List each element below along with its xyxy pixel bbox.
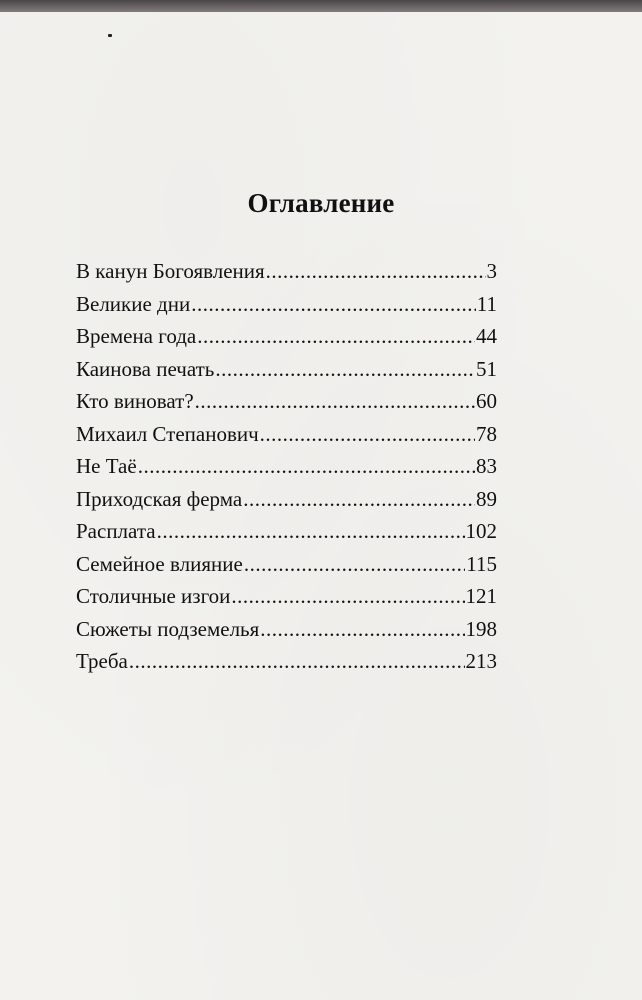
toc-entry — [76, 422, 497, 455]
toc-entry-title: Времена года — [76, 324, 197, 348]
dot-leader — [231, 584, 464, 609]
toc-entry — [76, 292, 497, 325]
toc-entry-page: 121 — [465, 584, 497, 608]
toc-entry-page: 78 — [476, 421, 497, 446]
dot-leader — [260, 422, 475, 447]
toc-entry-title: Михаил Степанович — [76, 421, 259, 446]
toc-entry — [76, 584, 497, 617]
toc-entry-page: 83 — [476, 454, 497, 478]
toc-entry-title: Расплата — [76, 519, 156, 543]
dot-leader — [266, 259, 486, 284]
toc-entry — [76, 357, 497, 390]
page-title: Оглавление — [247, 188, 395, 218]
toc-entry-page: 60 — [476, 389, 497, 413]
toc-entry-page: 198 — [465, 616, 497, 641]
toc-entry-title: Приходская ферма — [76, 486, 243, 511]
toc-entry-page: 51 — [476, 356, 497, 381]
toc-entry — [76, 617, 497, 650]
dot-leader — [244, 552, 465, 577]
toc-entry-title: Сюжеты подземелья — [76, 616, 260, 641]
toc-entry — [76, 519, 497, 552]
toc-entry-title: Кто виноват? — [76, 389, 194, 413]
dot-leader — [243, 487, 475, 512]
toc-entry-page: 115 — [466, 551, 497, 576]
toc-entry-title: Треба — [76, 649, 128, 673]
toc-entry — [76, 552, 497, 585]
toc-entry-title: Семейное влияние — [76, 551, 243, 576]
dot-leader — [191, 292, 476, 317]
dot-leader — [195, 389, 475, 414]
dot-leader — [197, 324, 475, 349]
print-speck — [108, 34, 112, 37]
toc-entry — [76, 649, 497, 682]
toc-entry — [76, 454, 497, 487]
toc-entry-title: В канун Богоявления — [76, 259, 265, 283]
toc-entry-title: Столичные изгои — [76, 584, 231, 608]
toc-entry-page: 89 — [476, 486, 497, 511]
dot-leader — [215, 357, 475, 382]
toc-entry-title: Каинова печать — [76, 356, 215, 381]
dot-leader — [260, 617, 464, 642]
table-of-contents — [76, 259, 497, 682]
toc-entry-page: 3 — [486, 259, 497, 283]
dot-leader — [157, 519, 465, 544]
toc-entry — [76, 389, 497, 422]
toc-entry-page: 213 — [465, 649, 497, 673]
book-page — [0, 12, 642, 1000]
toc-entry-title: Не Таё — [76, 454, 137, 478]
toc-entry-page: 11 — [476, 291, 497, 316]
dot-leader — [138, 454, 475, 479]
toc-entry — [76, 487, 497, 520]
toc-entry-title: Великие дни — [76, 291, 191, 316]
dot-leader — [129, 649, 465, 674]
toc-entry-page: 44 — [476, 324, 497, 348]
toc-entry — [76, 324, 497, 357]
toc-entry-page: 102 — [465, 519, 497, 543]
toc-entry — [76, 259, 497, 292]
